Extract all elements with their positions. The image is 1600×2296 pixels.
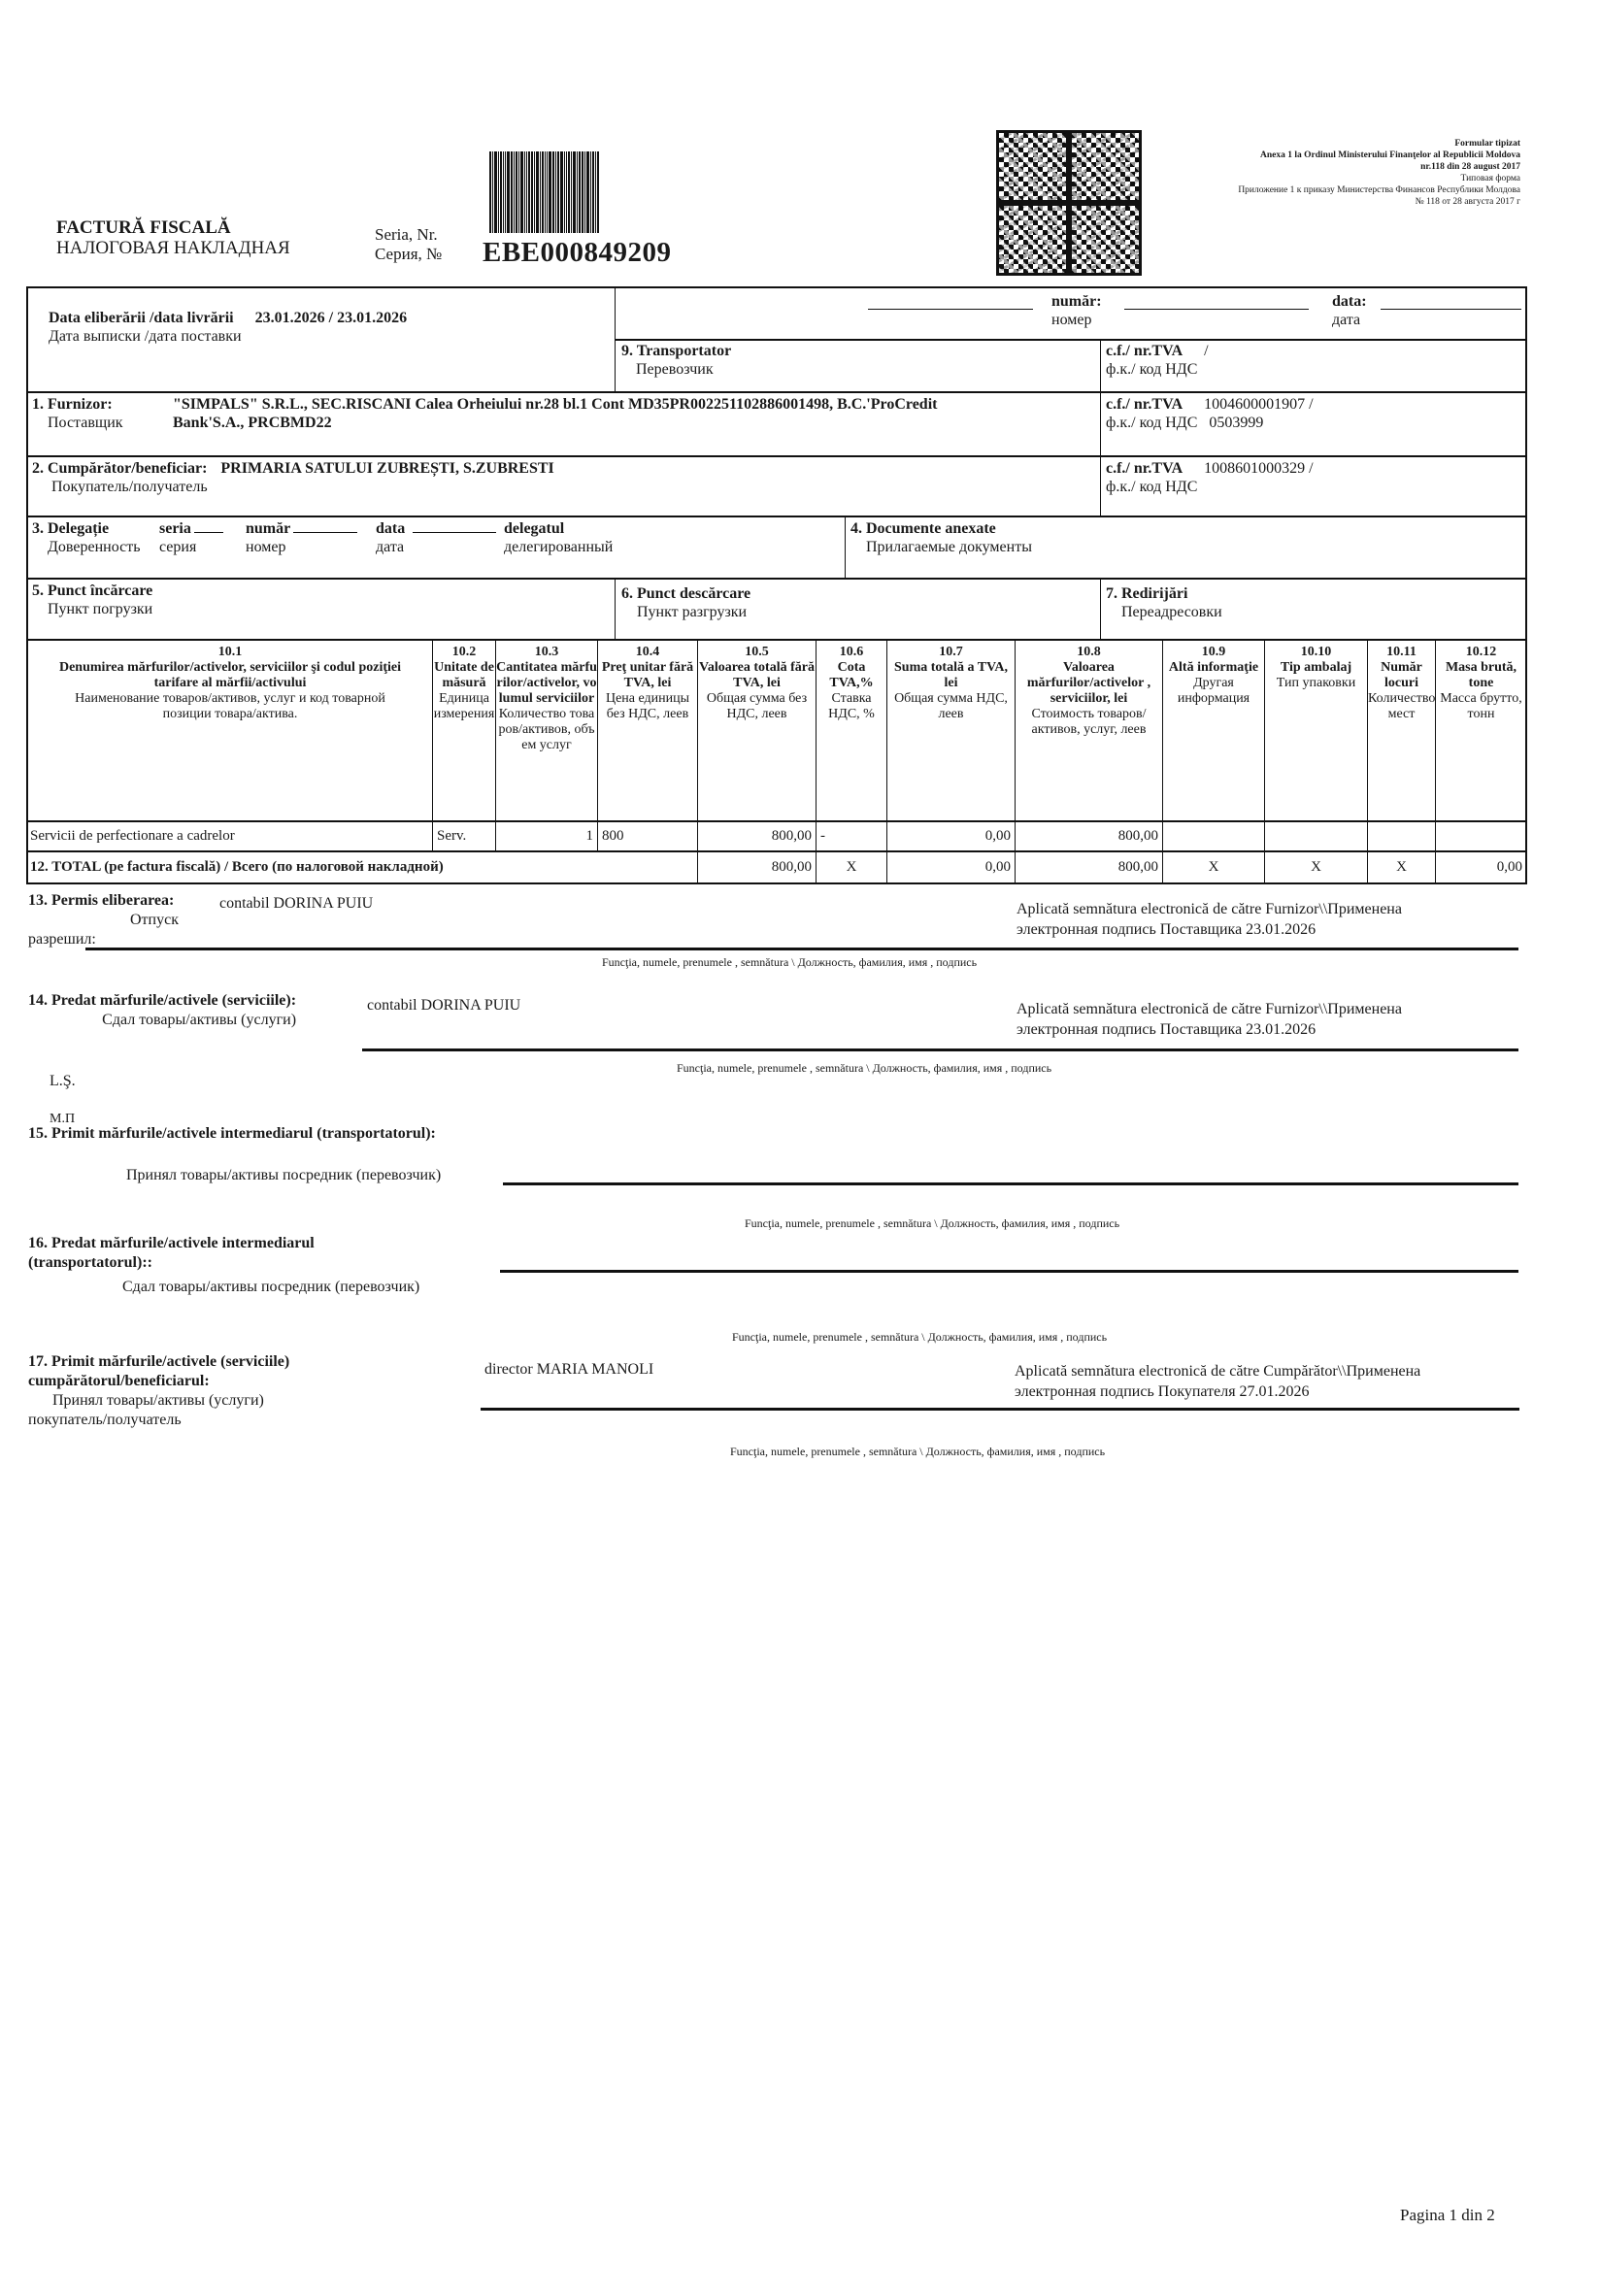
delegatie-label-ro: 3. Delegație — [32, 520, 110, 537]
column-title-ru: Количество мест — [1368, 691, 1436, 721]
numar-label — [1051, 292, 1102, 329]
title-ro: FACTURĂ FISCALĂ — [56, 217, 231, 238]
column-title-ro: Preţ unitar fără TVA, lei — [601, 660, 694, 690]
series-label — [375, 225, 442, 264]
column-number: 10.11 — [1386, 645, 1417, 659]
esig-line: Aplicată semnătura electronică de către Cumpărător\\Применена — [1015, 1363, 1421, 1380]
sig17-label-ro: 17. Primit mărfurile/activele (serviciile) — [28, 1353, 290, 1370]
delegatie-numar — [246, 519, 357, 556]
column-header-10-12 — [1436, 639, 1526, 722]
sig13-label-ru: Отпуск — [130, 912, 179, 928]
cf-value: 1004600001907 / — [1204, 396, 1314, 413]
column-title-ro: Cantitatea mărfurilor/activelor, volumul serviciilor — [496, 660, 597, 706]
furnizor-value — [173, 395, 1090, 432]
redirijari — [1106, 584, 1222, 621]
column-title-ro: Masa brută, tone — [1445, 660, 1517, 690]
total-other: X — [1208, 859, 1219, 875]
column-title-ru: Цена единицы без НДС, леев — [605, 691, 690, 721]
column-title-ru: Стоимость товаров/активов, услуг, леев — [1031, 707, 1147, 737]
sig14-label-ro: 14. Predat mărfurile/activele (serviciile): — [28, 992, 297, 1009]
total-vat-rate: X — [846, 859, 857, 875]
total-pack: X — [1311, 859, 1321, 875]
esig-line: электронная подпись Поставщика 23.01.2026 — [1017, 1021, 1317, 1038]
column-title-ro: Valoarea mărfurilor/activelor , serviciilor, lei — [1026, 660, 1151, 706]
sig16-signature-line[interactable] — [500, 1270, 1518, 1273]
issue-date-label-ru: Дата выписки /дата поставки — [49, 328, 242, 345]
issue-date-block — [49, 309, 407, 346]
punct-incarcare-label-ru: Пункт погрузки — [48, 601, 153, 617]
column-header-10-3 — [496, 639, 597, 753]
sig16-caption: Funcţia, numele, prenumele , semnătura \ Должность, фамилия, имя , подпись — [732, 1330, 1108, 1344]
redirijari-label: 7. Redirijări — [1106, 585, 1188, 602]
column-title-ro: Valoarea totală fără TVA, lei — [699, 660, 815, 690]
column-title-ro: Denumirea mărfurilor/activelor, serviciilor şi codul poziţiei tarifare al mărfii/activului — [58, 660, 401, 690]
tva-value: 0503999 — [1209, 415, 1264, 431]
total-label — [26, 853, 696, 881]
total-value: 800,00 — [1117, 859, 1158, 875]
divider — [26, 578, 1527, 580]
cf-label-ru: ф.к./ код НДС — [1106, 479, 1198, 495]
delegatie-label-ru: Доверенность — [48, 539, 141, 555]
column-header-10-1 — [28, 639, 432, 722]
cumparator-label-block — [32, 459, 554, 496]
sig17-value: director MARIA MANOLI — [484, 1361, 654, 1378]
sig14-esignature — [1017, 999, 1402, 1040]
divider — [26, 850, 1527, 852]
delegatie-label — [32, 519, 141, 556]
esig-line: электронная подпись Покупателя 27.01.2026 — [1015, 1383, 1310, 1400]
cumparator-label-ru: Покупатель/получатель — [51, 479, 208, 495]
transportator-label: 9. Transportator — [621, 343, 732, 359]
data-field[interactable] — [413, 519, 496, 533]
divider — [1100, 339, 1101, 516]
cell-unit-price: 800 — [602, 828, 624, 844]
seria-label: seria — [159, 520, 191, 537]
seria-label-ru: серия — [159, 539, 197, 555]
divider — [615, 578, 616, 639]
numar-label-ru: номер — [246, 539, 286, 555]
total-places: X — [1396, 859, 1407, 875]
transportator-block — [621, 342, 731, 379]
form-note-line: nr.118 din 28 august 2017 — [1420, 162, 1520, 172]
punct-descarcare-label-ru: Пункт разгрузки — [637, 604, 748, 620]
column-number: 10.12 — [1465, 645, 1497, 659]
divider — [26, 516, 1527, 517]
column-number: 10.1 — [217, 645, 243, 659]
column-title-ru: Общая сумма НДС, леев — [894, 691, 1008, 721]
sig13-signature-line[interactable] — [85, 948, 1518, 950]
cell-value: 800,00 — [1117, 828, 1158, 844]
sig17-label-ru: покупатель/получатель — [28, 1412, 182, 1428]
sig13-label-ru: разрешил: — [28, 931, 96, 948]
column-number: 10.7 — [939, 645, 963, 659]
column-header-10-5 — [698, 639, 816, 722]
column-title-ro: Altă informaţie — [1168, 660, 1259, 675]
form-note-line: Anexa 1 la Ordinul Ministerului Finanţelor al Republicii Moldova — [1260, 150, 1520, 160]
sig17-label-ru: Принял товары/активы (услуги) — [52, 1392, 264, 1409]
column-header-10-8 — [1016, 639, 1162, 738]
redirijari-label-ru: Переадресовки — [1121, 604, 1222, 620]
issue-date-label: Data eliberării /data livrării — [49, 310, 234, 326]
cell-vat-sum: 0,00 — [984, 828, 1011, 844]
cf-value: / — [1204, 343, 1209, 359]
cell-unit: Serv. — [437, 828, 467, 844]
cf-label-ru: ф.к./ код НДС — [1106, 361, 1198, 378]
document-title — [56, 217, 290, 258]
column-title-ru: Тип упаковки — [1276, 676, 1356, 690]
form-note-line: Типовая форма — [1460, 174, 1520, 183]
column-title-ro: Număr locuri — [1381, 660, 1422, 690]
sig15-caption: Funcţia, numele, prenumele , semnătura \ Должность, фамилия, имя , подпись — [745, 1216, 1120, 1230]
column-number: 10.3 — [534, 645, 559, 659]
sig17-signature-line[interactable] — [481, 1408, 1519, 1411]
sig13-esignature — [1017, 899, 1402, 940]
punct-incarcare — [32, 582, 152, 618]
divider — [615, 286, 616, 391]
data-label-ru: дата — [1332, 312, 1361, 328]
sig13-value: contabil DORINA PUIU — [219, 895, 374, 912]
divider — [26, 391, 1527, 393]
sig17-esignature — [1015, 1361, 1420, 1402]
cf-label-ru: ф.к./ код НДС — [1106, 415, 1198, 431]
cell-total-no-vat: 800,00 — [771, 828, 812, 844]
furnizor-value-line: "SIMPALS" S.R.L., SEC.RISCANI Calea Orheiului nr.28 bl.1 Cont MD35PR002251102886001498, B.C.'ProCredit — [173, 396, 938, 413]
column-title-ru: Масса брутто, тонн — [1440, 691, 1522, 721]
form-legal-note — [1016, 138, 1520, 208]
sig15-label-ru: Принял товары/активы посредник (перевозчик) — [126, 1167, 442, 1183]
series-label-ro: Seria, Nr. — [375, 225, 438, 244]
form-note-line: Приложение 1 к приказу Министерства Финансов Республики Молдова — [1238, 185, 1520, 195]
furnizor-label-ru: Поставщик — [48, 415, 123, 431]
ls-stamp-label: L.Ş. — [50, 1073, 76, 1089]
numar-label-ro: număr: — [1051, 293, 1102, 310]
delegatie-delegatul — [504, 519, 613, 556]
column-title-ru: Общая сумма без НДС, леев — [706, 691, 808, 721]
punct-incarcare-label: 5. Punct încărcare — [32, 582, 153, 599]
cumparator-cf-block — [1106, 459, 1314, 496]
esig-line: Aplicată semnătura electronică de către Furnizor\\Применена — [1017, 901, 1402, 917]
sig14-label-ru: Сдал товары/активы (услуги) — [102, 1012, 297, 1028]
column-header-10-6 — [817, 639, 886, 722]
sig16-label-ru: Сдал товары/активы посредник (перевозчик) — [122, 1279, 420, 1295]
furnizor-label-block — [32, 395, 123, 432]
esig-line: электронная подпись Поставщика 23.01.2026 — [1017, 921, 1317, 938]
documente-label: 4. Documente anexate — [850, 520, 996, 537]
cumparator-value: PRIMARIA SATULUI ZUBREȘTI, S.ZUBRESTI — [220, 460, 554, 477]
furnizor-label: 1. Furnizor: — [32, 396, 113, 413]
column-header-10-10 — [1265, 639, 1367, 691]
cell-vat-rate: - — [820, 828, 825, 844]
numar-label: număr — [246, 520, 291, 537]
cf-label: c.f./ nr.TVA — [1106, 396, 1183, 413]
data-label-ru: дата — [376, 539, 405, 555]
numar-blank-line — [868, 309, 1033, 310]
invoice-frame — [26, 286, 1527, 884]
column-number: 10.8 — [1077, 645, 1101, 659]
delegatie-data — [376, 519, 496, 556]
sig17-label-ro: cumpărătorul/beneficiarul: — [28, 1373, 210, 1389]
delegatul-label-ru: делегированный — [504, 539, 614, 555]
total-vat-sum: 0,00 — [984, 859, 1011, 875]
form-note-line: Formular tipizat — [1454, 139, 1520, 149]
column-title-ru: Количество товаров/активов, объем услуг — [498, 707, 595, 752]
total-mass: 0,00 — [1496, 859, 1522, 875]
column-number: 10.10 — [1300, 645, 1332, 659]
column-title-ro: Tip ambalaj — [1280, 660, 1352, 675]
series-label-ru: Серия, № — [375, 245, 443, 263]
cf-value: 1008601000329 / — [1204, 460, 1314, 477]
cumparator-label: 2. Cumpărător/beneficiar: — [32, 460, 208, 477]
mp-stamp-label: М.П — [50, 1112, 76, 1126]
sig14-label — [28, 991, 296, 1030]
column-header-10-2 — [433, 639, 495, 722]
column-number: 10.9 — [1201, 645, 1226, 659]
column-number: 10.6 — [839, 645, 864, 659]
sig16-label-line: (transportatorul):: — [28, 1254, 152, 1271]
documente-anexate — [850, 519, 1032, 556]
sig14-signature-line[interactable] — [362, 1048, 1518, 1051]
transportator-cf-block — [1106, 342, 1209, 379]
data-label-ro: data: — [1332, 293, 1367, 310]
punct-descarcare-label: 6. Punct descărcare — [621, 585, 751, 602]
data-label — [1332, 292, 1367, 329]
series-number: EBE000849209 — [483, 237, 672, 268]
sig14-value: contabil DORINA PUIU — [367, 997, 521, 1014]
delegatul-label: delegatul — [504, 520, 565, 537]
data-label: data — [376, 520, 406, 537]
column-header-10-9 — [1163, 639, 1264, 707]
issue-date-value: 23.01.2026 / 23.01.2026 — [254, 310, 408, 326]
sig13-label-ro: 13. Permis eliberarea: — [28, 892, 175, 909]
cf-label: c.f./ nr.TVA — [1106, 460, 1183, 477]
numar-label-ru: номер — [1051, 312, 1092, 328]
total-label-text: 12. TOTAL (pe factura fiscală) / Всего (по налоговой накладной) — [30, 859, 444, 875]
column-number: 10.5 — [745, 645, 769, 659]
sig17-label — [28, 1352, 289, 1430]
column-title-ru: Другая информация — [1177, 676, 1250, 706]
numar-value-line[interactable] — [1124, 309, 1309, 310]
column-title-ro: Unitate de măsură — [434, 660, 494, 690]
column-number: 10.2 — [451, 645, 477, 659]
sig16-label-line: 16. Predat mărfurile/activele intermediarul — [28, 1235, 315, 1251]
sig17-caption: Funcţia, numele, prenumele , semnătura \ Должность, фамилия, имя , подпись — [730, 1445, 1106, 1458]
column-title-ru: Наименование товаров/активов, услуг и код товарной позиции товара/актива. — [75, 691, 385, 721]
column-title-ru: Ставка НДС, % — [828, 691, 875, 721]
column-title-ro: Cota TVA,% — [829, 660, 874, 690]
punct-descarcare — [621, 584, 750, 621]
sig15-signature-line[interactable] — [503, 1182, 1518, 1185]
sig13-caption: Funcţia, numele, prenumele , semnătura \ Должность, фамилия, имя , подпись — [602, 955, 978, 969]
data-value-line[interactable] — [1381, 309, 1521, 310]
numar-field[interactable] — [293, 519, 357, 533]
sig15-label-ro: 15. Primit mărfurile/activele intermediarul (transportatorul): — [28, 1125, 436, 1142]
divider — [1100, 578, 1101, 639]
furnizor-cf-block — [1106, 395, 1314, 432]
column-title-ru: Единица измерения — [433, 691, 495, 721]
delegatie-seria — [159, 519, 223, 556]
sig14-caption: Funcţia, numele, prenumele , semnătura \ Должность, фамилия, имя , подпись — [677, 1061, 1052, 1075]
total-no-vat: 800,00 — [771, 859, 812, 875]
divider — [845, 516, 846, 578]
barcode-icon — [489, 151, 621, 233]
divider — [615, 339, 1527, 341]
column-title-ro: Suma totală a TVA, lei — [894, 660, 1008, 690]
column-number: 10.4 — [635, 645, 660, 659]
column-header-10-4 — [598, 639, 697, 722]
cf-label: c.f./ nr.TVA — [1106, 343, 1183, 359]
documente-label-ru: Прилагаемые документы — [866, 539, 1032, 555]
transportator-label-ru: Перевозчик — [636, 361, 714, 378]
cell-name: Servicii de perfectionare a cadrelor — [30, 828, 235, 844]
seria-field[interactable] — [194, 519, 223, 533]
cell-qty: 1 — [585, 828, 593, 844]
page-number: Pagina 1 din 2 — [1400, 2206, 1495, 2224]
title-ru: НАЛОГОВАЯ НАКЛАДНАЯ — [56, 238, 290, 258]
furnizor-value-line: Bank'S.A., PRCBMD22 — [173, 415, 332, 431]
form-note-line: № 118 от 28 августа 2017 г — [1415, 197, 1520, 207]
column-header-10-7 — [887, 639, 1015, 722]
divider — [26, 455, 1527, 457]
sig16-label-ro — [28, 1234, 315, 1273]
esig-line: Aplicată semnătura electronică de către Furnizor\\Применена — [1017, 1001, 1402, 1017]
sig13-label — [28, 891, 179, 949]
column-header-10-11 — [1368, 639, 1435, 722]
